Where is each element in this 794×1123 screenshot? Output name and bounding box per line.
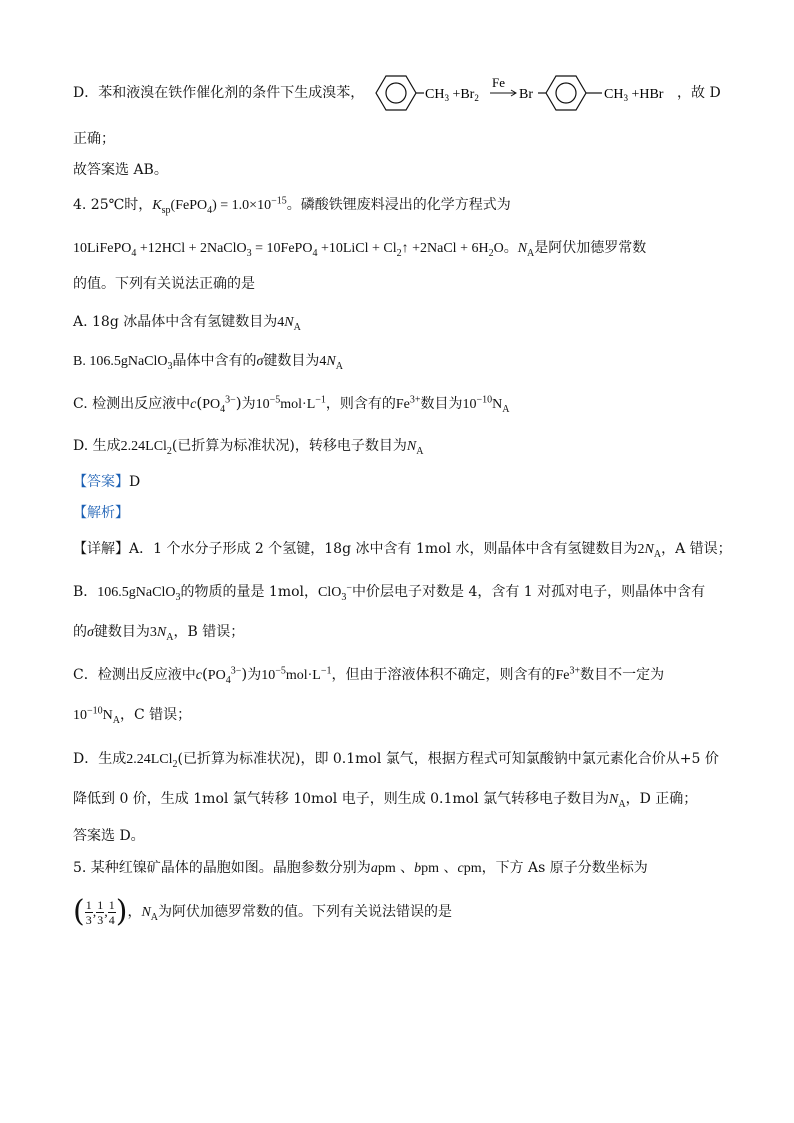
q3-option-d-cont: 正确；	[73, 131, 115, 147]
q4-conclusion: 答案选 D。	[73, 828, 145, 844]
q4-detail-c2: $10^{-10}N_A$，C 错误；	[73, 705, 192, 726]
q4-detail-d: D．生成2.24LCl$_2$(已折算为标准状况)，即 0.1mol 氯气，根据方程式可知氯酸钠中氯元素化合价从+5 价	[73, 751, 719, 770]
q4-detail-a: 【详解】A．1 个水分子形成 2 个氢键，18g 冰中含有 1mol 水，则晶体中含有氢键数目为$2N_A$，A 错误；	[73, 541, 732, 560]
q4-answer: 【答案】D	[73, 474, 141, 490]
q3-option-d-suffix: ，故 D	[677, 85, 721, 101]
q4-stem-line3: 的值。下列有关说法正确的是	[73, 276, 255, 292]
toluene-ring-icon	[376, 76, 424, 110]
q4-option-a: A. 18g 冰晶体中含有氢键数目为$4N_A$	[73, 314, 301, 333]
coord-z-fraction: $\frac{1}{4}$	[108, 897, 115, 927]
q4-option-c: C. 检测出反应液中$c(PO_4^{3-})$为$10^{-5}mol\cdot L^{-1}$，则含有的$Fe^{3+}$数目为$10^{-10}N_A$	[73, 394, 510, 415]
coord-y-fraction: $\frac{1}{3}$	[97, 897, 104, 927]
reaction-arrow-icon	[490, 90, 516, 96]
bromotoluene-ring-icon	[538, 76, 602, 110]
product-br: Br	[519, 87, 533, 102]
q4-detail-d2: 降低到 0 价，生成 1mol 氯气转移 10mol 电子，则生成 0.1mol 氯气转移电子数目为$N_A$，D 正确；	[73, 791, 698, 810]
q4-stem-line1: 4. 25℃时，$K_{sp}(FePO_4) = 1.0\times 10^{-15}$。磷酸铁锂废料浸出的化学方程式为	[73, 195, 511, 216]
q3-option-d-line	[73, 83, 364, 103]
coord-x-fraction: $\frac{1}{3}$	[85, 897, 92, 927]
q5-stem-line2: ( $\frac{1}{3}$ , $\frac{1}{3}$ , $\frac{1}{4}$ )，$N_A$为阿伏加德罗常数的值。下列有关说法错误的是	[73, 894, 453, 929]
q5-stem-line1: 5. 某种红镍矿晶体的晶胞如图。晶胞参数分别为apm 、bpm 、cpm，下方 As 原子分数坐标为	[73, 860, 648, 876]
q4-option-d: D. 生成2.24LCl$_2$(已折算为标准状况)，转移电子数目为$N_A$	[73, 438, 424, 457]
q4-detail-c: C．检测出反应液中$c(PO_4^{3-})$为$10^{-5}mol\cdot L^{-1}$，但由于溶液体积不确定，则含有的$Fe^{3+}$数目不一定为	[73, 665, 665, 686]
product-ch3-hbr: $CH_3 +HBr$	[604, 87, 664, 103]
bromination-equation	[364, 68, 690, 118]
catalyst-label: Fe	[492, 75, 505, 90]
q4-detail-b: B．106.5gNaClO$_3$的物质的量是 1mol，ClO$_3$−中价层电子对数是 4，含有 1 对孤对电子，则晶体中含有	[73, 582, 706, 603]
q4-analysis-label: 【解析】	[73, 505, 129, 521]
q3-option-d-prefix: D．苯和液溴在铁作催化剂的条件下生成溴苯，	[73, 85, 365, 101]
q4-equation-line: 10LiFePO$_4$ +12HCl + 2NaClO$_3$ = 10FePO$_4$ +10LiCl + $Cl_2↑$ +2NaCl + $6H_2O$。$N_A$是阿伏加德罗常数	[73, 241, 647, 259]
reactant-ch3: $CH_3 +Br_2$	[425, 87, 479, 103]
q4-option-b: B. 106.5gNaClO$_3$晶体中含有的σ键数目为$4N_A$	[73, 353, 343, 372]
q4-detail-b2: 的σ键数目为$3N_A$，B 错误；	[73, 624, 245, 643]
q3-answer: 故答案选 AB。	[73, 162, 168, 178]
